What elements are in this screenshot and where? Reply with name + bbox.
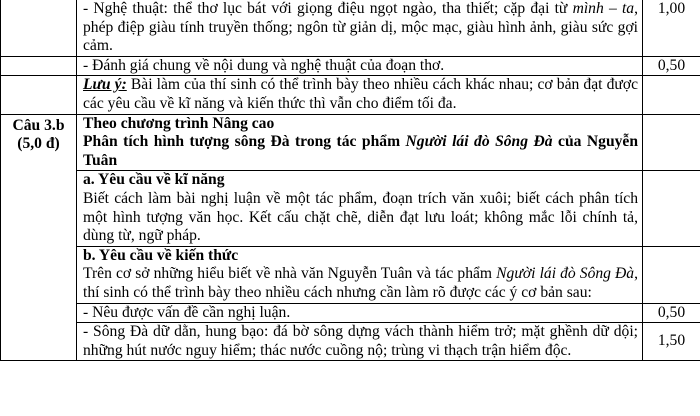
- question-points: (5,0 đ): [17, 135, 60, 153]
- content-cell: [77, 56, 643, 76]
- score-value: 0,50: [657, 303, 686, 321]
- table-row: [1, 171, 700, 246]
- table-row: [1, 0, 700, 56]
- question-cell-empty: [1, 56, 77, 76]
- table-row: [1, 323, 700, 361]
- content-cell: [77, 323, 643, 361]
- criteria-text-cont: , phép điệp giàu tính truyền thống; ngôn từ giản dị, mộc mạc, giàu hình ảnh, giàu sức gợi cảm.: [83, 0, 638, 55]
- score-cell-empty: [643, 76, 700, 114]
- table-row: [1, 246, 700, 303]
- criteria-text: - Nghệ thuật: thể thơ lục bát với giọng điệu ngọt ngào, tha thiết; cặp đại từ: [83, 0, 573, 17]
- question-cell-empty: [1, 0, 77, 56]
- score-value: 1,50: [657, 332, 686, 350]
- question-number: Câu 3.b: [12, 116, 65, 134]
- question-cell: [1, 114, 77, 361]
- score-value: 1,00: [657, 0, 686, 17]
- content-cell: [77, 303, 643, 323]
- score-cell: [643, 0, 700, 56]
- criteria-text: - Nêu được vấn đề cần nghị luận.: [83, 303, 291, 321]
- score-cell: [643, 323, 700, 361]
- section-text: Trên cơ sở những hiểu biết về nhà văn Nguyễn Tuân và tác phẩm Người lái đò Sông Đà, thí sinh có thể trình bày theo nhiều cách nhưng cần làm rõ được các ý cơ bản sau:: [83, 265, 638, 301]
- score-cell: [643, 56, 700, 76]
- table-row: [1, 303, 700, 323]
- section-heading: a. Yêu cầu về kĩ năng: [83, 171, 225, 189]
- score-cell-empty: [643, 114, 700, 171]
- table-row: [1, 56, 700, 76]
- note-cell: [77, 76, 643, 114]
- table-row: [1, 76, 700, 114]
- note-text: Bài làm của thí sinh có thể trình bày theo nhiều cách khác nhau; cơ bản đạt được các yêu cầu về kĩ năng và kiến thức thì vẫn cho điểm tối đa.: [83, 76, 638, 112]
- topic-cell: [77, 114, 643, 171]
- score-cell-empty: [643, 246, 700, 303]
- content-cell: [77, 0, 643, 56]
- topic-title: Phân tích hình tượng sông Đà trong tác phẩm Người lái đò Sông Đà của Nguyễn Tuân: [83, 133, 639, 169]
- score-cell: [643, 303, 700, 323]
- section-text: Biết cách làm bài nghị luận về một tác phẩm, đoạn trích văn xuôi; biết cách phân tích một hình tượng văn học. Kết cấu chặt chẽ, diễn đạt lưu loát; không mắc lỗi chính tả, dùng từ, ngữ pháp.: [83, 189, 638, 245]
- note-label: Lưu ý:: [83, 76, 127, 94]
- criteria-italic-text: mình – ta: [572, 0, 635, 17]
- work-title: Người lái đò Sông Đà: [405, 133, 553, 151]
- question-cell-empty: [1, 76, 77, 114]
- score-cell-empty: [643, 171, 700, 246]
- work-title-italic: Người lái đò Sông Đà: [496, 265, 635, 283]
- criteria-text: - Đánh giá chung về nội dung và nghệ thuật của đoạn thơ.: [83, 56, 445, 74]
- content-cell: [77, 246, 643, 303]
- table-row: [1, 114, 700, 171]
- score-value: 0,50: [657, 56, 686, 74]
- criteria-text: - Sông Đà dữ dằn, hung bạo: đá bờ sông dựng vách thành hiểm trở; mặt ghềnh dữ dội; những hút nước nguy hiểm; thác nước cuồng nộ; trùng vi thạch trận hiểm độc.: [83, 323, 638, 359]
- section-heading: b. Yêu cầu về kiến thức: [83, 246, 239, 264]
- content-cell: [77, 171, 643, 246]
- program-title: Theo chương trình Nâng cao: [83, 114, 275, 132]
